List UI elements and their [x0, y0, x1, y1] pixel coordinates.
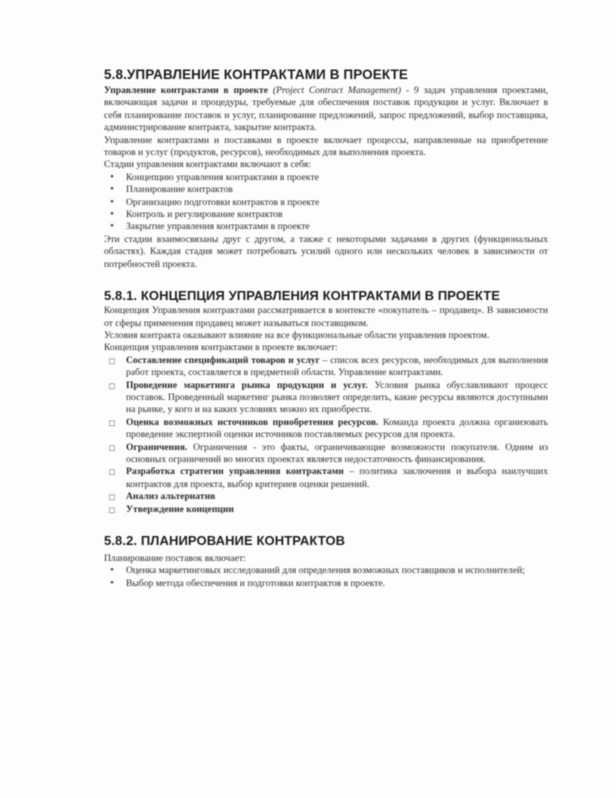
list-item: [104, 466, 548, 491]
bullet-icon: •: [110, 196, 114, 208]
list-item-text: – список всех ресурсов, необходимых для выполнения работ проекта, составляется в предметной области. Управление контрактами.: [126, 354, 548, 379]
checkbox-square-icon: □: [109, 380, 115, 391]
checkbox-square-icon: □: [109, 417, 115, 428]
bullet-icon: •: [110, 565, 114, 577]
stages-list: [104, 172, 548, 234]
section-5-8-1-paragraph-1: Концепция Управления контрактами рассматривается в контексте «покупатель – продавец». В зависимости от сферы применения продавец может называться поставщиком.: [104, 305, 548, 329]
list-item-text: Команда проекта должна организовать проведение экспертной оценки источников поставляемых ресурсов для проекта.: [126, 416, 548, 441]
section-heading-5-8-1: 5.8.1. КОНЦЕПЦИЯ УПРАВЛЕНИЯ КОНТРАКТАМИ В ПРОЕКТЕ: [104, 288, 501, 304]
list-item-bold: Проведение маркетинга рынка продукции и услуг.: [126, 379, 368, 391]
list-item-text: Концепцию управления контрактами в проекте: [126, 171, 319, 183]
list-item-text: Ограничения - это факты, ограничивающие возможности покупателя. Одним из основных ограничений во многих проектах является недостаточность финансирования.: [126, 441, 548, 465]
checkbox-square-icon: □: [109, 442, 115, 453]
bullet-icon: •: [110, 577, 114, 589]
list-item: [104, 380, 548, 417]
list-item-text: Планирование контрактов: [126, 184, 233, 196]
list-item-text: Выбор метода обеспечения и подготовки контрактов в проекте.: [126, 577, 386, 589]
bullet-icon: •: [110, 209, 114, 221]
list-item-text: Оценка маркетинговых исследований для определения возможных поставщиков и исполнителей;: [126, 565, 525, 577]
section-5-8-1-paragraph-2: Условия контракта оказывают влияние на все функциональные области управления проектом.: [104, 329, 490, 341]
checkbox-square-icon: □: [109, 504, 115, 515]
checkbox-square-icon: □: [109, 492, 115, 503]
intro-italic: (Project Contract Management): [272, 85, 402, 96]
stages-intro: Стадии управления контрактами включают в себя:: [104, 159, 311, 171]
list-item-text: – политика заключения и выбора наилучших контрактов для проекта, выбор критериев оценки решений.: [126, 466, 548, 490]
list-item-text: Организацию подготовки контрактов в проекте: [126, 196, 320, 208]
list-item-bold: Разработка стратегии управления контрактами: [126, 466, 344, 478]
intro-rest: - 9 задач управления проектами, включающая задачи и процедуры, требуемые для обеспечения поставок продукции и услуг. Включает в себя планирование поставок и услуг, планирование предложений, запрос предложений, выбор поставщика, администрирование контракта, закрытие контракта.: [104, 85, 548, 134]
list-item: [104, 417, 548, 442]
section-5-8-paragraph-2: Управление контрактами и поставками в проекте включает процессы, направленные на приобретение товаров и услуг (продуктов, ресурсов), необходимых для выполнения проекта.: [104, 134, 548, 159]
bullet-icon: •: [110, 184, 114, 196]
checkbox-square-icon: □: [109, 355, 115, 366]
list-item-bold: Утверждение концепции: [126, 503, 234, 515]
list-item: [104, 197, 548, 209]
list-item: [104, 491, 548, 503]
planning-items-intro: Планирование поставок включает:: [104, 553, 246, 564]
list-item: [104, 172, 548, 184]
concept-items-list: [104, 355, 548, 516]
list-item-text: Условия рынка обуславливают процесс поставок. Проведенный маркетинг рынка позволяет определить, какие ресурсы являются доступными на рынке, у кого и на каких условиях можно их приобрести.: [126, 379, 549, 416]
section-5-8-intro: [104, 85, 548, 135]
list-item-bold: Оценка возможных источников приобретения ресурсов.: [126, 416, 379, 428]
list-item-text: Закрытие управления контрактами в проекте: [126, 221, 310, 233]
planning-items-list: [104, 565, 548, 590]
list-item: [104, 565, 548, 577]
list-item: [104, 221, 548, 233]
list-item: [104, 442, 548, 467]
list-item-bold: Анализ альтернатив: [126, 491, 216, 503]
section-5-8-paragraph-3: Эти стадии взаимосвязаны друг с другом, а также с некоторыми задачами в других (функциональных областях). Каждая стадия может потребовать усилий одного или нескольких человек в зависимости от потребностей проекта.: [104, 233, 548, 270]
list-item-bold: Ограничения.: [126, 441, 188, 453]
bullet-icon: •: [110, 221, 114, 233]
document-content: [104, 66, 548, 590]
intro-lead: Управление контрактами в проекте: [104, 85, 269, 96]
bullet-icon: •: [110, 171, 114, 183]
checkbox-square-icon: □: [109, 467, 115, 478]
concept-items-intro: Концепция управления контрактами в проекте включает:: [104, 342, 338, 354]
section-heading-5-8-2: 5.8.2. ПЛАНИРОВАНИЕ КОНТРАКТОВ: [104, 533, 346, 548]
list-item-text: Контроль и регулирование контрактов: [126, 209, 283, 221]
list-item-bold: Составление спецификаций товаров и услуг: [126, 354, 320, 366]
list-item: [104, 355, 548, 380]
section-heading-5-8: 5.8.УПРАВЛЕНИЕ КОНТРАКТАМИ В ПРОЕКТЕ: [104, 67, 408, 82]
list-item: [104, 578, 548, 590]
list-item: [104, 504, 548, 516]
list-item: [104, 184, 548, 196]
list-item: [104, 209, 548, 221]
